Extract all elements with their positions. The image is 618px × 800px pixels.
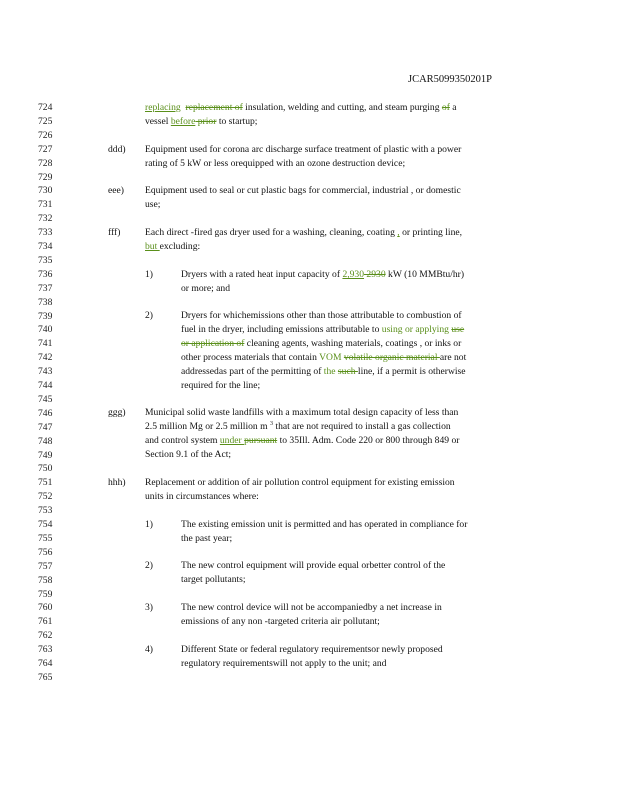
- deleted-text: pursuant: [244, 435, 278, 446]
- line-number: 763: [38, 644, 53, 656]
- line-763: Different State or federal regulatory requirementsor newly proposed: [181, 644, 443, 655]
- line-number: 764: [38, 658, 53, 669]
- line-number: 765: [38, 671, 53, 683]
- inserted-text: replacing: [145, 102, 181, 113]
- line-number: 757: [38, 560, 53, 572]
- line-number: 755: [38, 532, 53, 544]
- line-number: 730: [38, 185, 53, 197]
- line-754: The existing emission unit is permitted and has operated in compliance for: [181, 519, 468, 530]
- line-747: 2.5 million Mg or 2.5 million m $^3$ that are not required to install a gas collection: [145, 420, 451, 432]
- item-label-fff: fff): [108, 227, 121, 238]
- deleted-text: 2930: [364, 269, 386, 280]
- line-number: 734: [38, 241, 53, 252]
- line-731: use;: [145, 199, 161, 210]
- line-number: 759: [38, 588, 53, 600]
- deleted-text: of: [441, 102, 450, 113]
- deleted-text: prior: [195, 116, 217, 127]
- line-number: 728: [38, 157, 53, 169]
- deleted-text: volatile organic material: [343, 352, 440, 363]
- line-number: 745: [38, 393, 53, 405]
- inserted-text: the: [323, 366, 338, 377]
- line-number: 744: [38, 380, 53, 391]
- line-number: 761: [38, 616, 53, 628]
- line-743: addressedas part of the permitting of the such line, if a permit is otherwise: [181, 366, 466, 377]
- line-number: 726: [38, 129, 53, 141]
- line-number: 739: [38, 310, 53, 322]
- line-748: and control system under pursuant to 35Ill. Adm. Code 220 or 800 through 849 or: [145, 435, 460, 446]
- line-number: 729: [38, 171, 53, 183]
- line-760: The new control device will not be accompaniedby a net increase in: [181, 602, 442, 613]
- line-number: 731: [38, 199, 53, 211]
- item-label-ggg: ggg): [108, 407, 126, 418]
- line-746: Municipal solid waste landfills with a maximum total design capacity of less than: [145, 407, 459, 418]
- inserted-text: VOM: [319, 352, 344, 363]
- inserted-text: under: [219, 435, 245, 446]
- line-764: regulatory requirementswill not apply to the unit; and: [181, 658, 387, 669]
- line-number: 742: [38, 352, 53, 364]
- subitem-label-1: 1): [145, 269, 153, 280]
- item-label-ddd: ddd): [108, 144, 126, 155]
- line-number: 750: [38, 463, 53, 475]
- line-number: 735: [38, 254, 53, 266]
- line-736: Dryers with a rated heat input capacity of 2,930 2930 kW (10 MMBtu/hr): [181, 269, 465, 280]
- subitem-label-h4: 4): [145, 644, 153, 655]
- line-number: 740: [38, 324, 53, 336]
- line-number: 736: [38, 268, 53, 280]
- line-728: rating of 5 kW or less orequipped with an ozone destruction device;: [145, 158, 406, 169]
- subitem-label-h1: 1): [145, 519, 153, 530]
- line-744: required for the line;: [181, 380, 261, 391]
- line-724: replacing replacement of insulation, welding and cutting, and steam purging of a: [145, 102, 457, 113]
- deleted-text: replacement of: [185, 102, 243, 113]
- line-number: 743: [38, 366, 53, 378]
- line-number: 747: [38, 421, 53, 433]
- inserted-text: using or applying: [381, 324, 452, 335]
- line-number: 725: [38, 115, 53, 127]
- line-739: Dryers for whichemissions other than those attributable to combustion of: [181, 310, 462, 321]
- line-number: 746: [38, 407, 53, 419]
- line-758: target pollutants;: [181, 574, 246, 585]
- line-number: 724: [38, 102, 53, 113]
- line-number: 737: [38, 282, 53, 294]
- deleted-text: or application of: [181, 338, 245, 349]
- line-number: 732: [38, 213, 53, 225]
- subitem-label-h2: 2): [145, 560, 153, 571]
- line-725: vessel before prior to startup;: [145, 116, 258, 127]
- line-755: the past year;: [181, 533, 233, 544]
- line-number: 749: [38, 449, 53, 461]
- line-number: 733: [38, 227, 53, 239]
- deleted-text: use: [451, 324, 465, 335]
- line-number: 758: [38, 574, 53, 586]
- inserted-text: but: [145, 241, 160, 252]
- line-727: Equipment used for corona arc discharge surface treatment of plastic with a power: [145, 144, 462, 155]
- line-number: 738: [38, 296, 53, 308]
- line-730: Equipment used to seal or cut plastic bags for commercial, industrial , or domestic: [145, 185, 461, 196]
- line-742: other process materials that contain VOM volatile organic material are not: [181, 352, 467, 363]
- line-749: Section 9.1 of the Act;: [145, 449, 232, 460]
- line-number: 752: [38, 491, 53, 503]
- inserted-text: ,: [397, 227, 400, 238]
- line-740: fuel in the dryer, including emissions attributable to using or applying use: [181, 324, 465, 335]
- line-757: The new control equipment will provide equal orbetter control of the: [181, 560, 446, 571]
- line-761: emissions of any non -targeted criteria air pollutant;: [181, 616, 380, 627]
- line-751: Replacement or addition of air pollution control equipment for existing emission: [145, 477, 455, 488]
- inserted-text: 2,930: [342, 269, 365, 280]
- line-752: units in circumstances where:: [145, 491, 259, 502]
- line-number: 727: [38, 143, 53, 155]
- line-number: 762: [38, 630, 53, 642]
- item-label-eee: eee): [108, 185, 124, 196]
- line-733: Each direct -fired gas dryer used for a washing, cleaning, coating , or printing line,: [145, 227, 463, 238]
- inserted-text: before: [170, 116, 196, 127]
- line-number: 753: [38, 505, 53, 517]
- item-label-hhh: hhh): [108, 477, 126, 488]
- line-number: 754: [38, 519, 53, 530]
- subitem-label-h3: 3): [145, 602, 153, 613]
- line-number: 741: [38, 338, 53, 350]
- line-number: 756: [38, 546, 53, 558]
- document-id: JCAR5099350201P: [408, 74, 493, 85]
- line-737: or more; and: [181, 283, 231, 294]
- deleted-text: such: [337, 366, 358, 377]
- line-number: 751: [38, 477, 53, 489]
- line-741: or application of cleaning agents, washing materials, coatings , or inks or: [181, 338, 462, 349]
- line-number: 748: [38, 435, 53, 447]
- subitem-label-2: 2): [145, 310, 153, 321]
- line-734: but excluding:: [145, 241, 201, 252]
- line-number: 760: [38, 602, 53, 614]
